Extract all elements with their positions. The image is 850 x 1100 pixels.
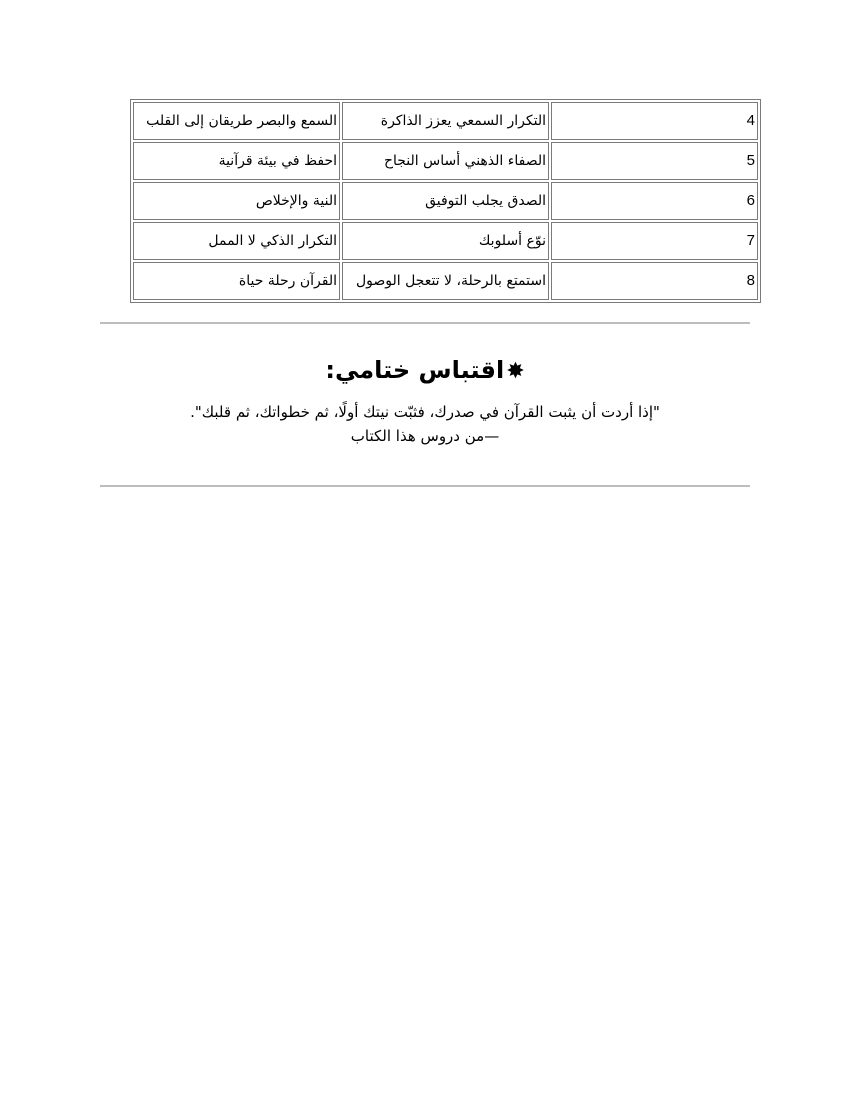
closing-quote-text: "إذا أردت أن يثبت القرآن في صدرك، فثبّت نيتك أولًا، ثم خطواتك، ثم قلبك".	[190, 403, 660, 421]
table-cell: الصدق يجلب التوفيق	[342, 182, 549, 220]
table-cell: القرآن رحلة حياة	[133, 262, 340, 300]
table-cell: احفظ في بيئة قرآنية	[133, 142, 340, 180]
closing-quote-title: اقتباس ختامي:	[325, 356, 505, 384]
horizontal-divider	[100, 485, 750, 487]
star-icon: ✸	[506, 359, 525, 384]
row-number: 4	[551, 102, 758, 140]
table-cell: نوّع أسلوبك	[342, 222, 549, 260]
closing-quote-heading	[0, 350, 850, 392]
table-cell: النية والإخلاص	[133, 182, 340, 220]
summary-table	[130, 99, 761, 303]
table-row	[133, 262, 758, 300]
table-cell: التكرار السمعي يعزز الذاكرة	[342, 102, 549, 140]
table-row	[133, 222, 758, 260]
row-number: 6	[551, 182, 758, 220]
table-cell: استمتع بالرحلة، لا تتعجل الوصول	[342, 262, 549, 300]
row-number: 7	[551, 222, 758, 260]
row-number: 5	[551, 142, 758, 180]
table-cell: السمع والبصر طريقان إلى القلب	[133, 102, 340, 140]
table-cell: التكرار الذكي لا الممل	[133, 222, 340, 260]
table-row	[133, 102, 758, 140]
closing-quote-source: —من دروس هذا الكتاب	[350, 427, 500, 445]
table-row	[133, 182, 758, 220]
horizontal-divider	[100, 322, 750, 324]
table-cell: الصفاء الذهني أساس النجاح	[342, 142, 549, 180]
row-number: 8	[551, 262, 758, 300]
table-row	[133, 142, 758, 180]
